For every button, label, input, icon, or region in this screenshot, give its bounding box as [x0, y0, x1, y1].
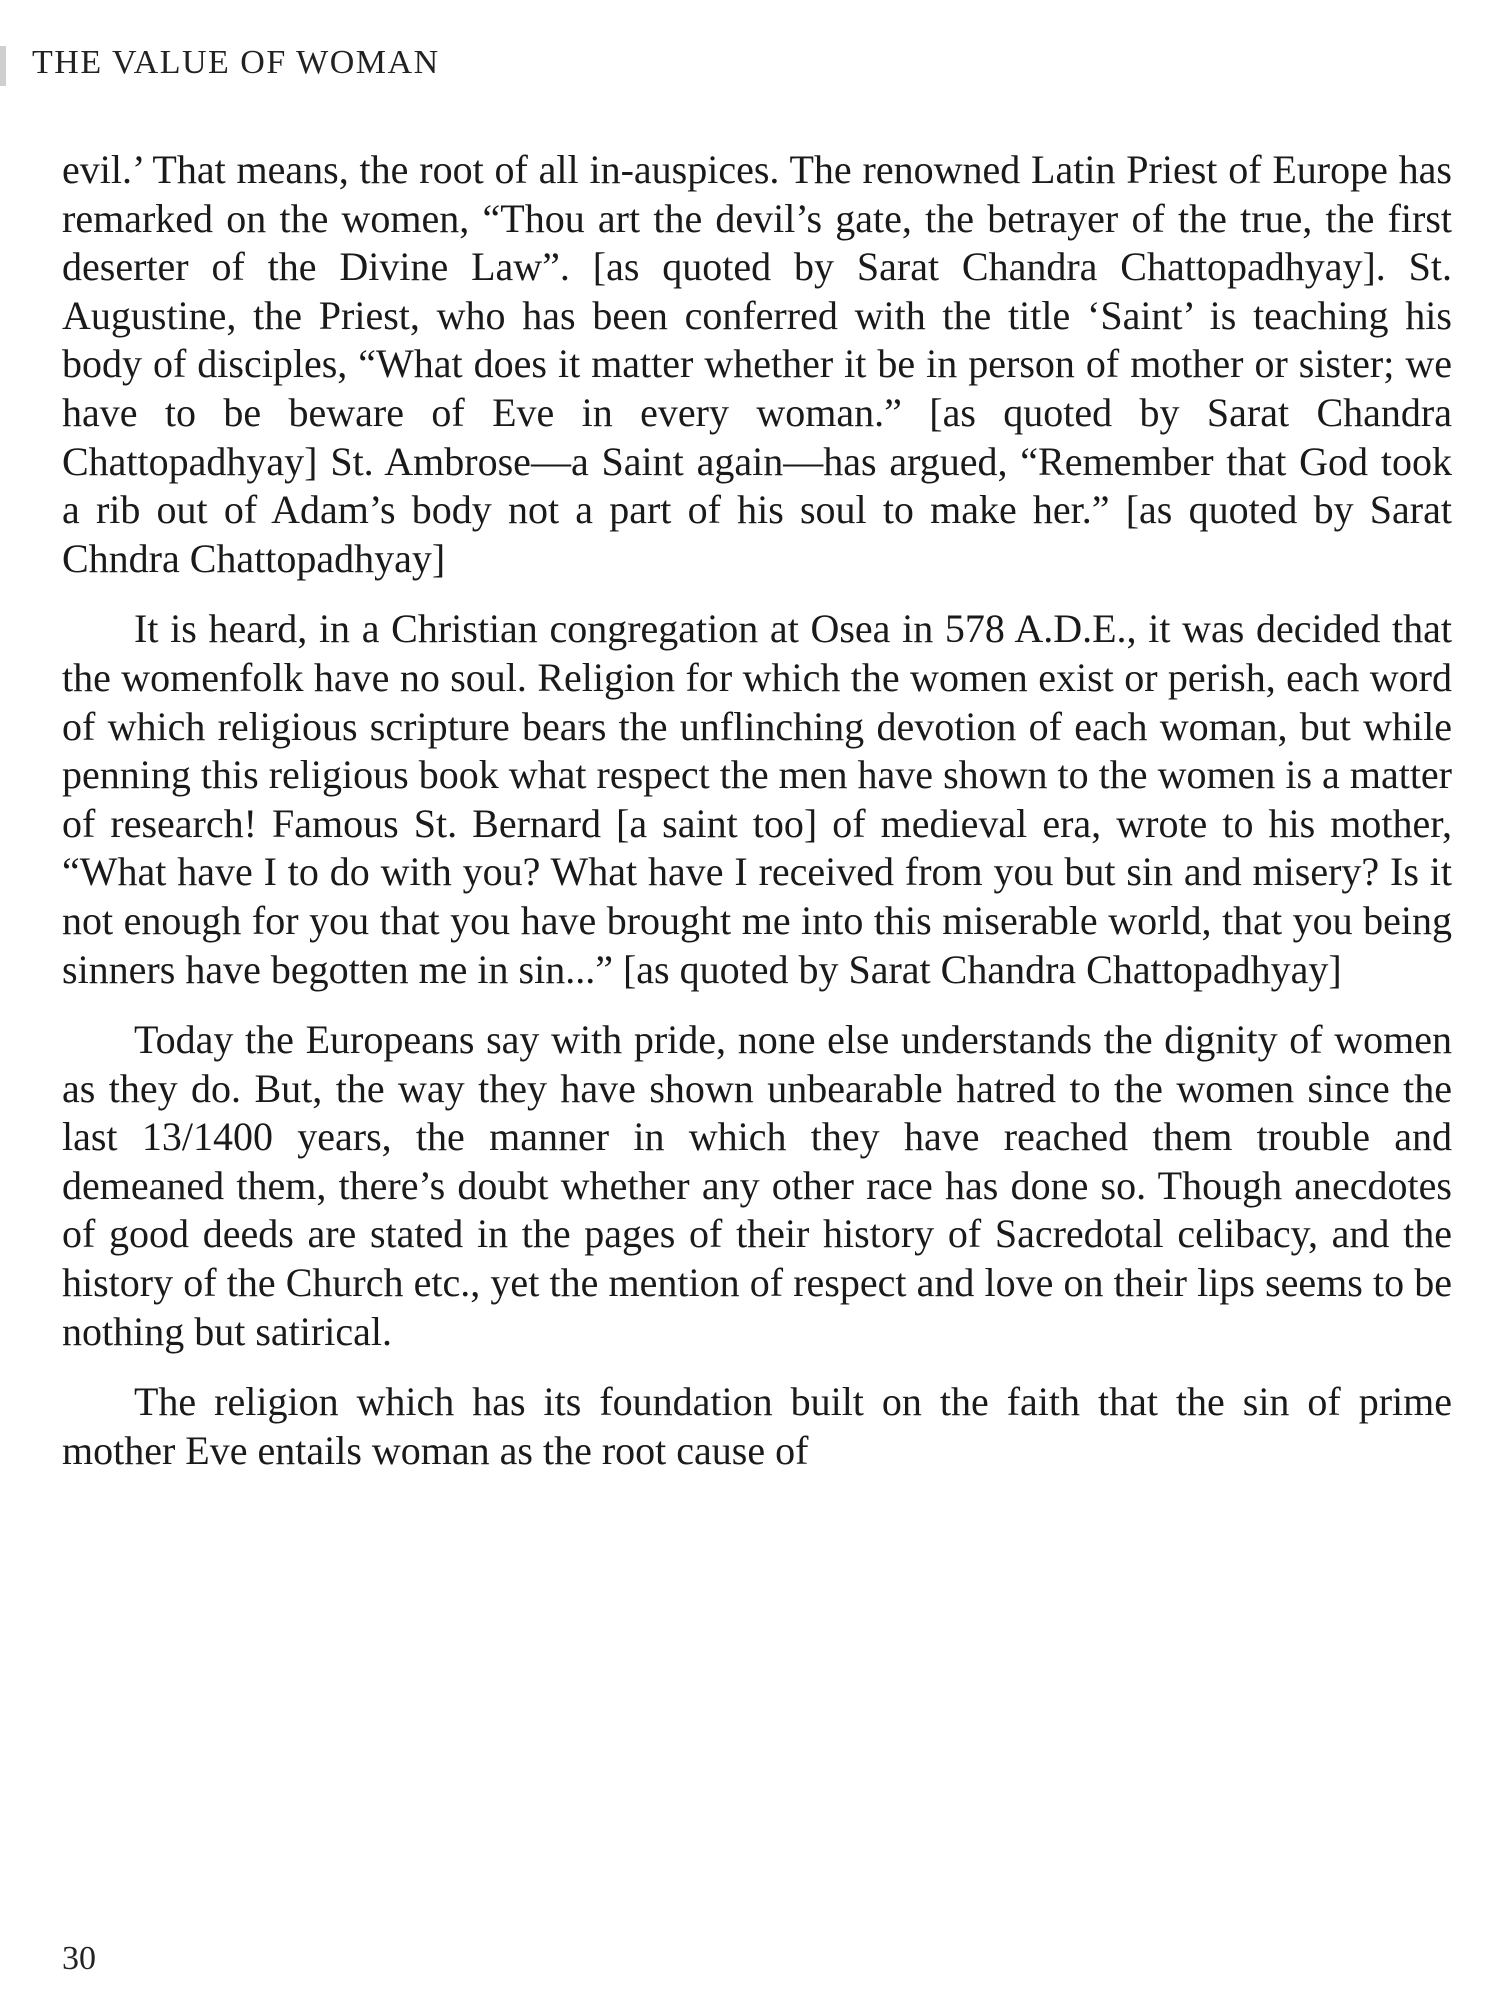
page-edge-mark — [0, 46, 6, 86]
paragraph: It is heard, in a Christian congregation at Osea in 578 A.D.E., it was decided that the womenfolk have no soul. Religion for which the women exist or perish, each word of which religious scripture bears the unflinching devotion of each woman, but while penning this religious book what respect the men have shown to the women is a matter of research! Famous St. Bernard [a saint too] of medieval era, wrote to his mother, “What have I to do with you? What have I received from you but sin and misery? Is it not enough for you that you have brought me into this miserable world, that you being sinners have begotten me in sin...” [as quoted by Sarat Chandra Chattopadhyay] — [62, 606, 1452, 992]
paragraph: Today the Europeans say with pride, none else understands the dignity of women as they do. But, the way they have shown unbearable hatred to the women since the last 13/1400 years, the manner in which they have reached them trouble and demeaned them, there’s doubt whether any other race has done so. Though anecdotes of good deeds are stated in the pages of their history of Sacredotal celibacy, and the history of the Church etc., yet the mention of respect and love on their lips seems to be nothing but satirical. — [62, 1017, 1452, 1354]
page-number: 30 — [62, 1940, 96, 1977]
paragraph-continued: evil.’ That means, the root of all in-auspices. The renowned Latin Priest of Europe has remarked on the women, “Thou art the devil’s gate, the betrayer of the true, the first deserter of the Divine Law”. [as quoted by Sarat Chandra Chattopadhyay]. St. Augustine, the Priest, who has been conferred with the title ‘Saint’ is teaching his body of disciples, “What does it matter whether it be in person of mother or sister; we have to be beware of Eve in every woman.” [as quoted by Sarat Chandra Chattopadhyay] St. Ambrose—a Saint again—has argued, “Remember that God took a rib out of Adam’s body not a part of his soul to make her.” [as quoted by Sarat Chndra Chattopadhyay] — [62, 147, 1452, 581]
paragraph: The religion which has its foundation built on the faith that the sin of prime mother Eve entails woman as the root cause of — [62, 1379, 1452, 1473]
running-title: THE VALUE OF WOMAN — [32, 44, 440, 81]
body-text — [62, 146, 1452, 1497]
